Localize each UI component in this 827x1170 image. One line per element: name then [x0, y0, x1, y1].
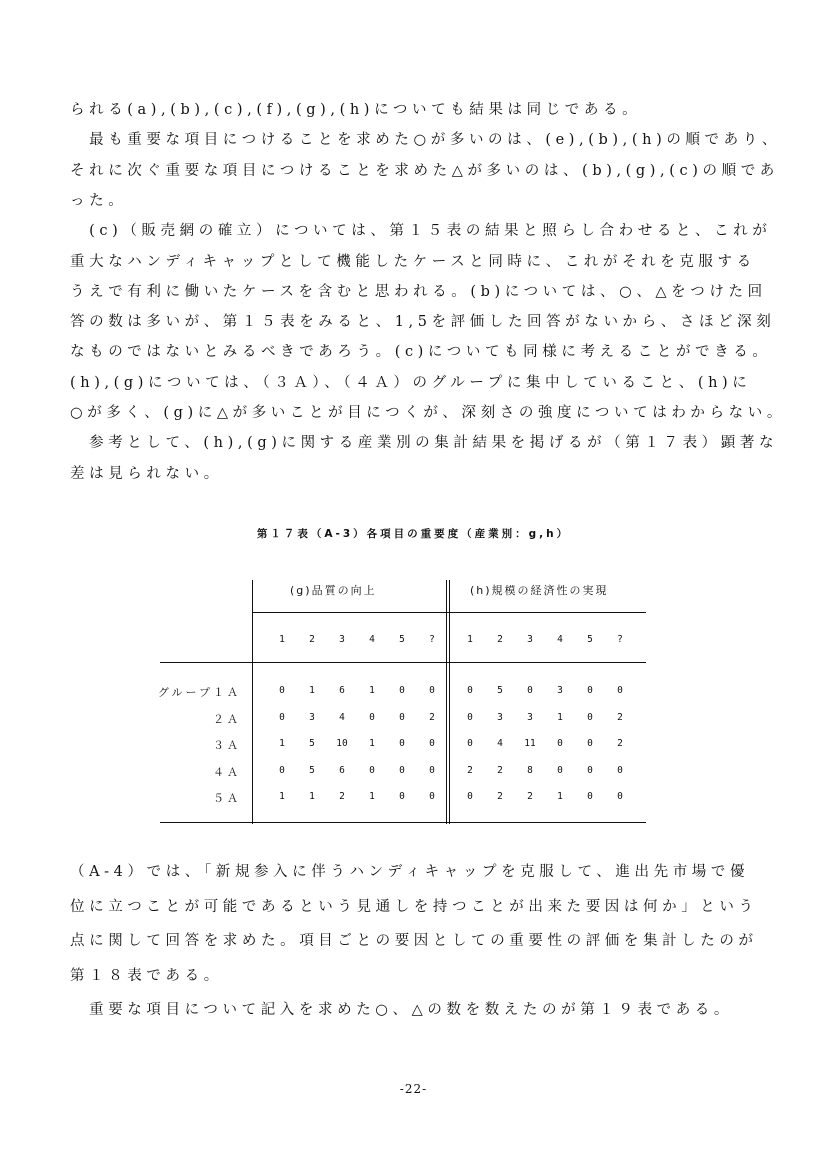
table-cell-h: 0: [587, 791, 593, 802]
scale-header-h: 4: [557, 634, 563, 645]
text-line: った。: [70, 192, 128, 209]
table-cell-h: 0: [617, 685, 623, 696]
table-cell-h: 2: [467, 764, 473, 776]
text-line: 差は見られない。: [70, 465, 223, 482]
table-cell-h: 3: [527, 711, 533, 723]
table-cell-h: 2: [527, 791, 533, 802]
table-cell-g: 0: [399, 791, 405, 802]
scale-header-g: ?: [429, 634, 435, 645]
table-cell-g: 0: [429, 738, 435, 749]
table-vline-mid-1: [446, 580, 447, 824]
table-cell-h: 5: [497, 685, 503, 696]
table-cell-g: 0: [399, 738, 405, 749]
scale-header-h: 1: [467, 634, 473, 645]
table-cell-h: 0: [617, 764, 623, 776]
table-hline-header: [252, 612, 646, 613]
table-cell-g: 1: [279, 738, 285, 749]
table-cell-g: 1: [279, 791, 285, 802]
text-line: 重大なハンディキャップとして機能したケースと同時に、これがそれを克服する: [70, 253, 756, 270]
table-hline-bottom: [160, 822, 646, 823]
table-cell-g: 3: [309, 711, 315, 723]
table-cell-h: 2: [497, 791, 503, 802]
page-number: -22-: [399, 1082, 428, 1096]
text-line: 答の数は多いが、第１５表をみると、1,5を評価した回答がないから、さほど深刻: [70, 314, 776, 331]
table-cell-g: 0: [399, 711, 405, 723]
text-line: それに次ぐ重要な項目につけることを求めた△が多いのは、(b),(g),(c)の順であ: [70, 162, 779, 179]
table-cell-h: 0: [587, 711, 593, 723]
table-cell-h: 8: [527, 764, 533, 776]
table-cell-h: 0: [557, 738, 563, 749]
text-line: (c)（販売網の確立）については、第１５表の結果と照らし合わせると、これが: [70, 223, 772, 240]
text-line: 第１８表である。: [70, 967, 223, 984]
table-cell-g: 2: [429, 711, 435, 723]
group-h-header: (h)規模の経済性の実現: [470, 584, 609, 597]
row-label: ２Ａ: [213, 712, 241, 726]
table-cell-h: 0: [467, 685, 473, 696]
table-vline-mid-2: [449, 580, 450, 824]
table-cell-h: 0: [527, 685, 533, 696]
table-cell-g: 2: [339, 791, 345, 802]
table-cell-h: 1: [557, 711, 563, 723]
scale-header-g: 5: [399, 634, 405, 645]
text-line: (h),(g)については、（３Ａ）、（４Ａ）のグループに集中していること、(h)に: [70, 374, 752, 391]
table-cell-g: 0: [429, 764, 435, 776]
row-label: ４Ａ: [213, 765, 241, 779]
table-cell-g: 0: [279, 764, 285, 776]
table-cell-g: 1: [309, 685, 315, 696]
text-line: 最も重要な項目につけることを求めた○が多いのは、(e),(b),(h)の順であり、: [70, 132, 781, 149]
table-cell-g: 0: [399, 764, 405, 776]
table-cell-h: 1: [557, 791, 563, 802]
table-cell-g: 0: [429, 791, 435, 802]
table-cell-g: 1: [369, 685, 375, 696]
scale-header-h: ?: [617, 634, 623, 645]
scale-header-h: 3: [527, 634, 533, 645]
importance-table: [157, 572, 646, 824]
table-cell-h: 2: [617, 711, 623, 723]
text-line: 重要な項目について記入を求めた○、△の数を数えたのが第１９表である。: [70, 1002, 734, 1018]
text-line: （A-4）では、「新規参入に伴うハンディキャップを克服して、進出先市場で優: [70, 864, 750, 880]
row-label: ３Ａ: [213, 739, 241, 752]
scale-header-h: 5: [587, 634, 593, 645]
table-cell-h: 0: [467, 711, 473, 723]
text-line: られる(a),(b),(c),(f),(g),(h)についても結果は同じである。: [70, 102, 642, 118]
table-cell-g: 1: [369, 791, 375, 802]
text-line: なものではないとみるべきであろう。(c)についても同様に考えることができる。: [70, 344, 772, 361]
table-cell-g: 1: [309, 791, 315, 802]
table-caption: 第１７表（A-3）各項目の重要度（産業別：g,h）: [256, 528, 571, 540]
table-cell-g: 0: [369, 711, 375, 723]
text-line: 点に関して回答を求めた。項目ごとの要因としての重要性の評価を集計したのが: [70, 933, 758, 949]
table-cell-g: 10: [336, 738, 348, 749]
table-cell-g: 0: [399, 685, 405, 696]
table-cell-g: 1: [369, 738, 375, 749]
table-cell-h: 3: [557, 685, 563, 696]
table-cell-h: 0: [587, 764, 593, 776]
table-cell-h: 0: [587, 738, 593, 749]
text-line: うえで有利に働いたケースを含むと思われる。(b)については、○、△をつけた回: [70, 283, 767, 300]
table-cell-g: 6: [339, 764, 345, 776]
table-hline-scale: [160, 662, 646, 663]
row-label: グループ１Ａ: [157, 686, 241, 699]
table-cell-g: 4: [339, 711, 345, 723]
table-cell-h: 0: [557, 764, 563, 776]
table-vline-left: [252, 580, 253, 824]
table-cell-g: 0: [279, 711, 285, 723]
table-cell-h: 0: [467, 791, 473, 802]
table-cell-g: 5: [309, 738, 315, 749]
table-cell-g: 5: [309, 764, 315, 776]
table-cell-h: 0: [617, 791, 623, 802]
table-cell-g: 0: [429, 685, 435, 696]
table-cell-h: 2: [617, 738, 623, 749]
scale-header-h: 2: [497, 634, 503, 645]
scale-header-g: 1: [279, 634, 285, 645]
table-cell-h: 0: [467, 738, 473, 749]
row-label: ５Ａ: [213, 792, 241, 805]
text-line: 参考として、(h),(g)に関する産業別の集計結果を掲げるが（第１７表）顕著な: [70, 435, 779, 452]
text-line: 位に立つことが可能であるという見通しを持つことが出来た要因は何か」という: [70, 898, 758, 915]
table-cell-h: 3: [497, 711, 503, 723]
table-cell-g: 6: [339, 685, 345, 696]
table-cell-h: 4: [497, 738, 503, 749]
table-cell-h: 2: [497, 764, 503, 776]
table-cell-g: 0: [279, 685, 285, 696]
scale-header-g: 2: [309, 634, 315, 645]
text-line: ○が多く、(g)に△が多いことが目につくが、深刻さの強度についてはわからない。: [70, 405, 786, 421]
scale-header-g: 4: [369, 634, 375, 645]
table-cell-g: 0: [369, 764, 375, 776]
group-g-header: (g)品質の向上: [290, 584, 377, 597]
table-cell-h: 0: [587, 685, 593, 696]
table-cell-h: 11: [524, 738, 536, 749]
scale-header-g: 3: [339, 634, 345, 645]
